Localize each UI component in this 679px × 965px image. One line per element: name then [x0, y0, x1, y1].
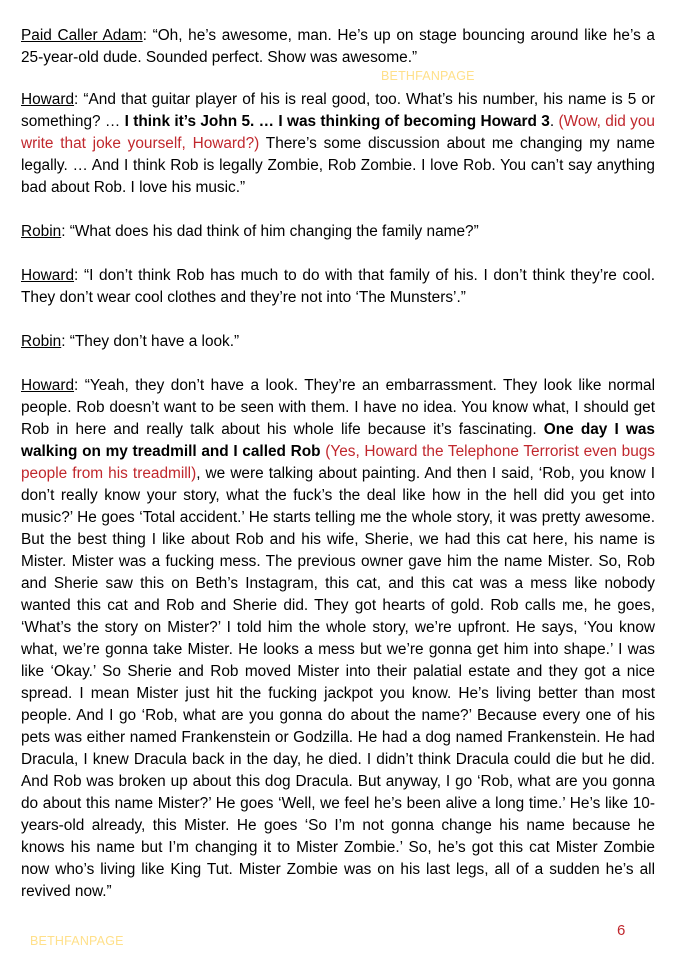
- paragraph-adam: [21, 25, 655, 69]
- paragraph-robin-2: [21, 331, 655, 353]
- editor-comment: (Yes, Howard the Telephone Terrorist even bugs people from his treadmill): [21, 443, 656, 482]
- speaker-name: Robin: [21, 333, 62, 350]
- transcript-page: [21, 25, 655, 925]
- dialogue-text: : “And that guitar player of his is real good, too. What’s his number, his name is 5 or something? …: [21, 91, 655, 130]
- bold-quote: One day I was walking on my treadmill and I called Rob: [21, 421, 655, 460]
- watermark-top: BETHFANPAGE: [381, 69, 475, 83]
- paragraph-howard-2: [21, 265, 655, 309]
- bold-quote: I think it’s John 5. … I was thinking of becoming Howard 3: [124, 113, 550, 130]
- speaker-name: Howard: [21, 377, 75, 394]
- speaker-name: Howard: [21, 267, 75, 284]
- page-number: 6: [617, 922, 626, 939]
- dialogue-text: There’s some discussion about me changing my name legally. … And I think Rob is legally Zombie, Rob Zombie. I love Rob. You can’t say anything bad about Rob. I love his music.”: [21, 135, 655, 196]
- dialogue-text: : “Oh, he’s awesome, man. He’s up on stage bouncing around like he’s a 25-year-old dude. Sounded perfect. Show was awesome.”: [21, 27, 655, 66]
- speaker-name: Robin: [21, 223, 62, 240]
- watermark-bottom: BETHFANPAGE: [30, 934, 124, 948]
- editor-comment: (Wow, did you write that joke yourself, Howard?): [21, 113, 655, 152]
- dialogue-text: : “They don’t have a look.”: [61, 333, 240, 350]
- paragraph-robin-1: [21, 221, 655, 243]
- paragraph-howard-1: [21, 89, 655, 199]
- dialogue-text: : “I don’t think Rob has much to do with that family of his. I don’t think they’re cool. They don’t wear cool clothes and they’re not into ‘The Munsters’.”: [21, 267, 655, 306]
- dialogue-text: : “What does his dad think of him changing the family name?”: [61, 223, 479, 240]
- dialogue-text: .: [549, 113, 559, 130]
- speaker-name: Howard: [21, 91, 75, 108]
- paragraph-howard-3: [21, 375, 655, 903]
- speaker-name: Paid Caller Adam: [21, 27, 143, 44]
- dialogue-text: , we were talking about painting. And then I said, ‘Rob, you know I don’t really know your story, what the fuck’s the deal like how in the hell did you get into music?’ He goes ‘Total accident.’ He starts telling me the whole story, it was pretty awesome. But the best thing I like about Rob and his wife, Sherie, we had this cat here, his name is Mister. Mister was a fucking mess. The previous owner gave him the name Mister. So, Rob and Sherie saw this on Beth’s Instagram, this cat, and this cat was a mess like nobody wanted this cat and Rob and Sherie did. They got hearts of gold. Rob calls me, he goes, ‘What’s the story on Mister?’ I told him the whole story, we’re upfront. He says, ‘You know what, we’re gonna take Mister. He looks a mess but we’re gonna get him into shape.’ I was like ‘Okay.’ So Sherie and Rob moved Mister into their palatial estate and they got a nice spread. I mean Mister just hit the fucking jackpot you know. He’s living better than most people. And I go ‘Rob, what are you gonna do about the name?’ Because every one of his pets was either named Frankenstein or Godzilla. He had a dog named Frankenstein. He had Dracula, I knew Dracula back in the day, he died. I didn’t think Dracula could die but he did. And Rob was broken up about this dog Dracula. But anyway, I go ‘Rob, what are you gonna do about this name Mister?’ He goes ‘Well, we feel he’s been alive a long time.’ He’s like 10-years-old already, this Mister. He goes ‘So I’m not gonna change his name because he knows his name but I’m changing it to Mister Zombie.’ So, he’s got this cat Mister Zombie now who’s living like King Tut. Mister Zombie was on his last legs, all of a sudden he’s all revived now.”: [21, 465, 655, 900]
- dialogue-text: : “Yeah, they don’t have a look. They’re an embarrassment. They look like normal people. Rob doesn’t want to be seen with them. I have no idea. You know what, I should get Rob in here and really talk about his whole life because it’s fascinating.: [21, 377, 655, 438]
